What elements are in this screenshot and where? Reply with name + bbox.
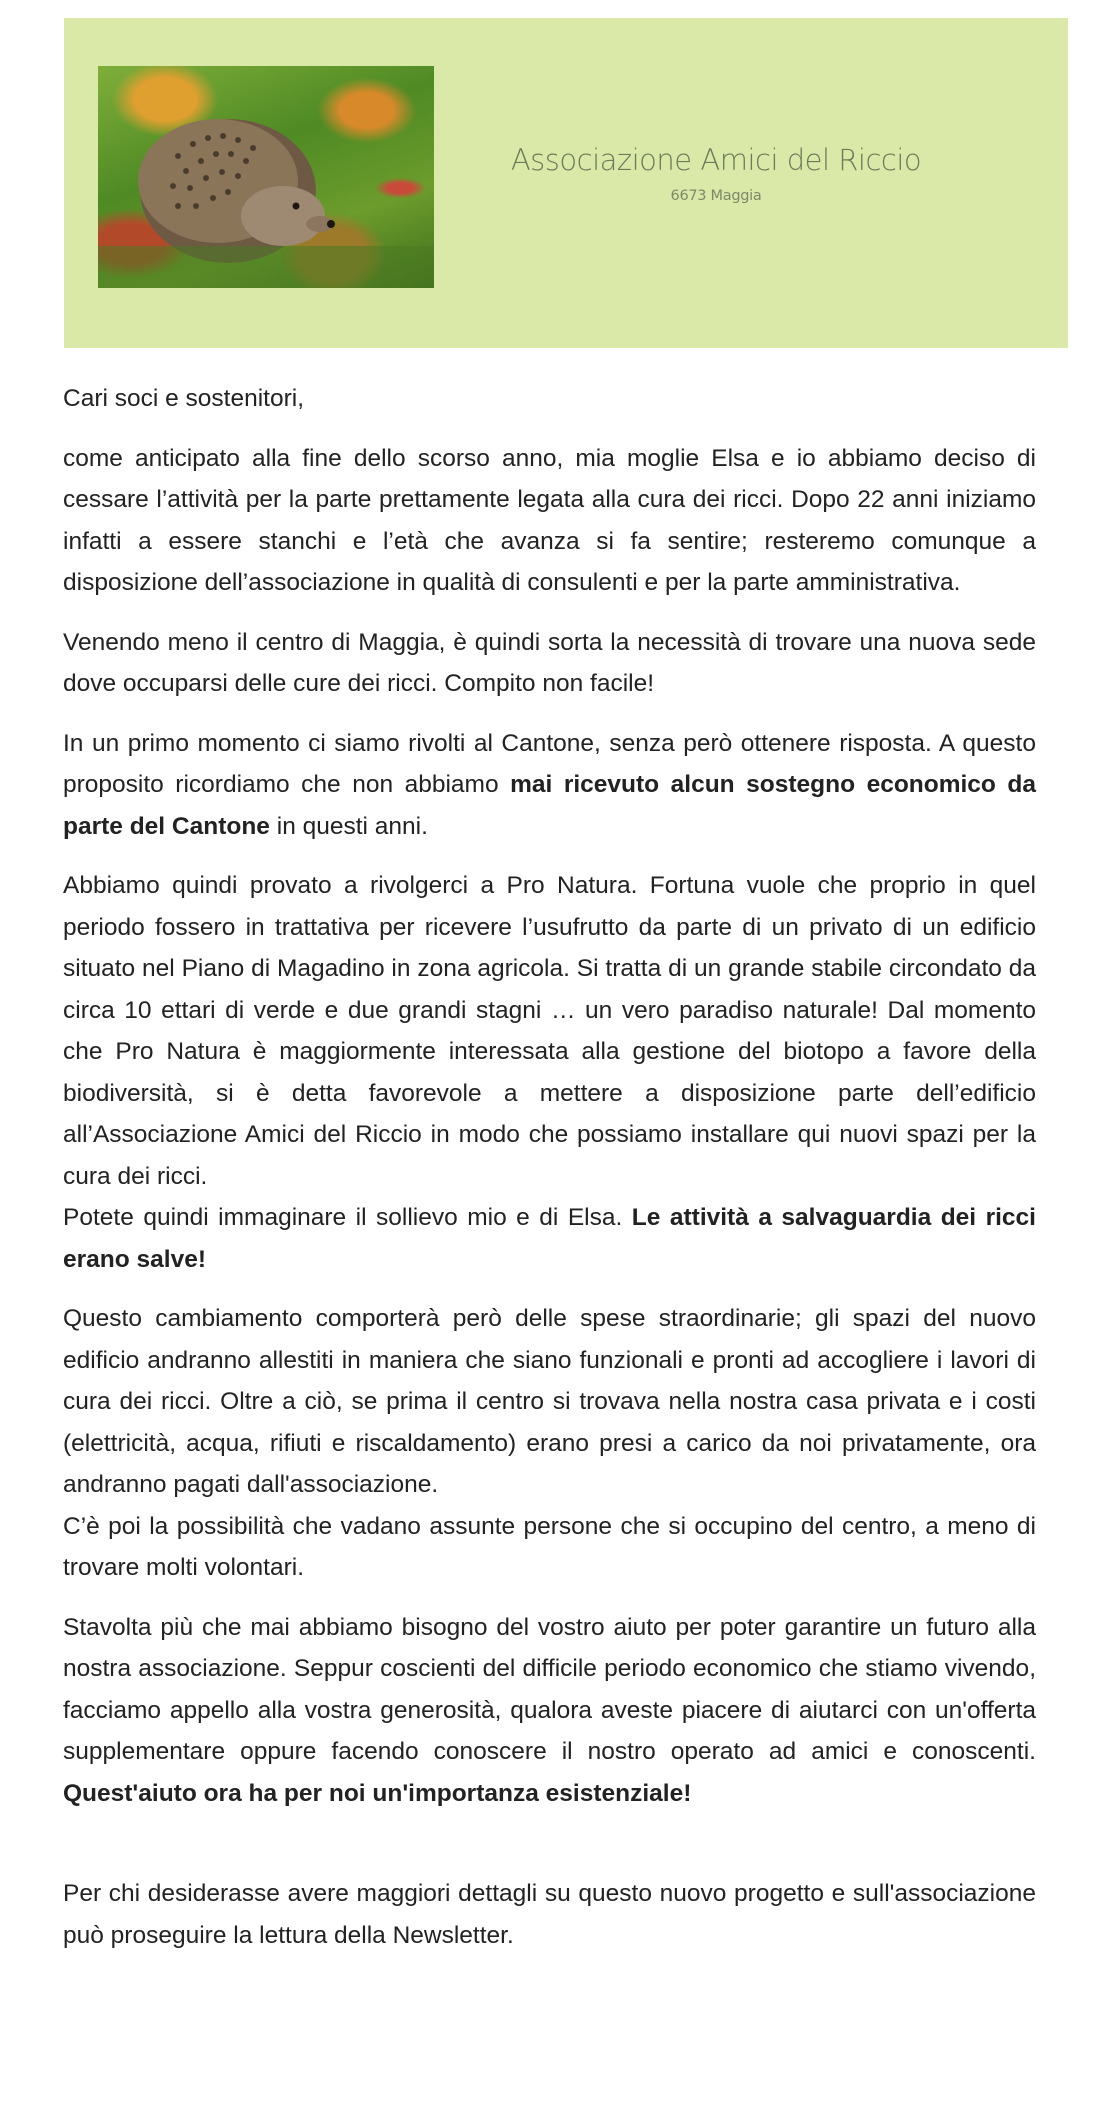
- header-banner: [64, 18, 1068, 348]
- paragraph-retirement: come anticipato alla fine dello scorso anno, mia moglie Elsa e io abbiamo deciso di cessare l’attività per la parte prettamente legata alla cura dei ricci. Dopo 22 anni iniziamo infatti a essere stanchi e l’età che avanza si fa sentire; resteremo comunque a disposizione dell’associazione in qualità di consulenti e per la parte amministrativa.: [63, 444, 1036, 596]
- paragraph-canton: [63, 723, 1036, 848]
- hedgehog-photo: [98, 66, 434, 288]
- organization-title: Associazione Amici del Riccio: [510, 143, 922, 177]
- paragraph-relief-text: Potete quindi immaginare il sollievo mio e di Elsa.: [63, 1204, 632, 1231]
- greeting: Cari soci e sostenitori,: [63, 385, 305, 412]
- paragraph-newsletter: Per chi desiderasse avere maggiori dettagli su questo nuovo progetto e sull'associazione può proseguire la lettura della Newsletter.: [63, 1880, 1036, 1949]
- paragraph-expenses: Questo cambiamento comporterà però delle spese straordinarie; gli spazi del nuovo edificio andranno allestiti in maniera che siano funzionali e pronti ad accogliere i lavori di cura dei ricci. Oltre a ciò, se prima il centro si trovava nella nostra casa privata e i costi (elettricità, acqua, rifiuti e riscaldamento) erano presi a carico da noi privatamente, ora andranno pagati dall'associazione.: [63, 1305, 1036, 1498]
- organization-location: 6673 Maggia: [670, 188, 762, 204]
- paragraph-pro-natura: Abbiamo quindi provato a rivolgerci a Pro Natura. Fortuna vuole che proprio in quel periodo fossero in trattativa per ricevere l’usufrutto da parte di un privato di un edificio situato nel Piano di Magadino in zona agricola. Si tratta di un grande stabile circondato da circa 10 ettari di verde e due grandi stagni … un vero paradiso naturale! Dal momento che Pro Natura è maggiormente interessata alla gestione del biotopo a favore della biodiversità, si è detta favorevole a mettere a disposizione parte dell’edificio all’Associazione Amici del Riccio in modo che possiamo installare qui nuovi spazi per la cura dei ricci.: [63, 872, 1036, 1190]
- spacer: [63, 1832, 1036, 1873]
- paragraph-relief: [63, 1197, 1036, 1280]
- paragraph-canton-end: in questi anni.: [269, 812, 428, 840]
- letter-body: [63, 378, 1036, 1974]
- hedgehog-illustration: [98, 66, 434, 288]
- paragraph-canton-text: In un primo momento ci siamo rivolti al Cantone, senza però ottenere risposta. A questo proposito ricordiamo che non abbiamo: [63, 729, 1036, 798]
- paragraph-appeal-emphasis: Quest'aiuto ora ha per noi un'importanza esistenziale!: [63, 1779, 692, 1807]
- paragraph-appeal-text: Stavolta più che mai abbiamo bisogno del vostro aiuto per poter garantire un futuro alla nostra associazione. Seppur coscienti del difficile periodo economico che stiamo vivendo, facciamo appello alla vostra generosità, qualora aveste piacere di aiutarci con un'offerta supplementare oppure facendo conoscere il nostro operato ad amici e conoscenti.: [63, 1613, 1036, 1765]
- paragraph-staff: C’è poi la possibilità che vadano assunte persone che si occupino del centro, a meno di trovare molti volontari.: [63, 1512, 1036, 1581]
- paragraph-canton-emphasis: mai ricevuto alcun sostegno economico da parte del Cantone: [63, 771, 1037, 840]
- paragraph-relief-emphasis: Le attività a salvaguardia dei ricci erano salve!: [63, 1204, 1036, 1273]
- paragraph-new-location: Venendo meno il centro di Maggia, è quindi sorta la necessità di trovare una nuova sede dove occuparsi delle cure dei ricci. Compito non facile!: [63, 628, 1036, 697]
- paragraph-appeal: [63, 1607, 1036, 1815]
